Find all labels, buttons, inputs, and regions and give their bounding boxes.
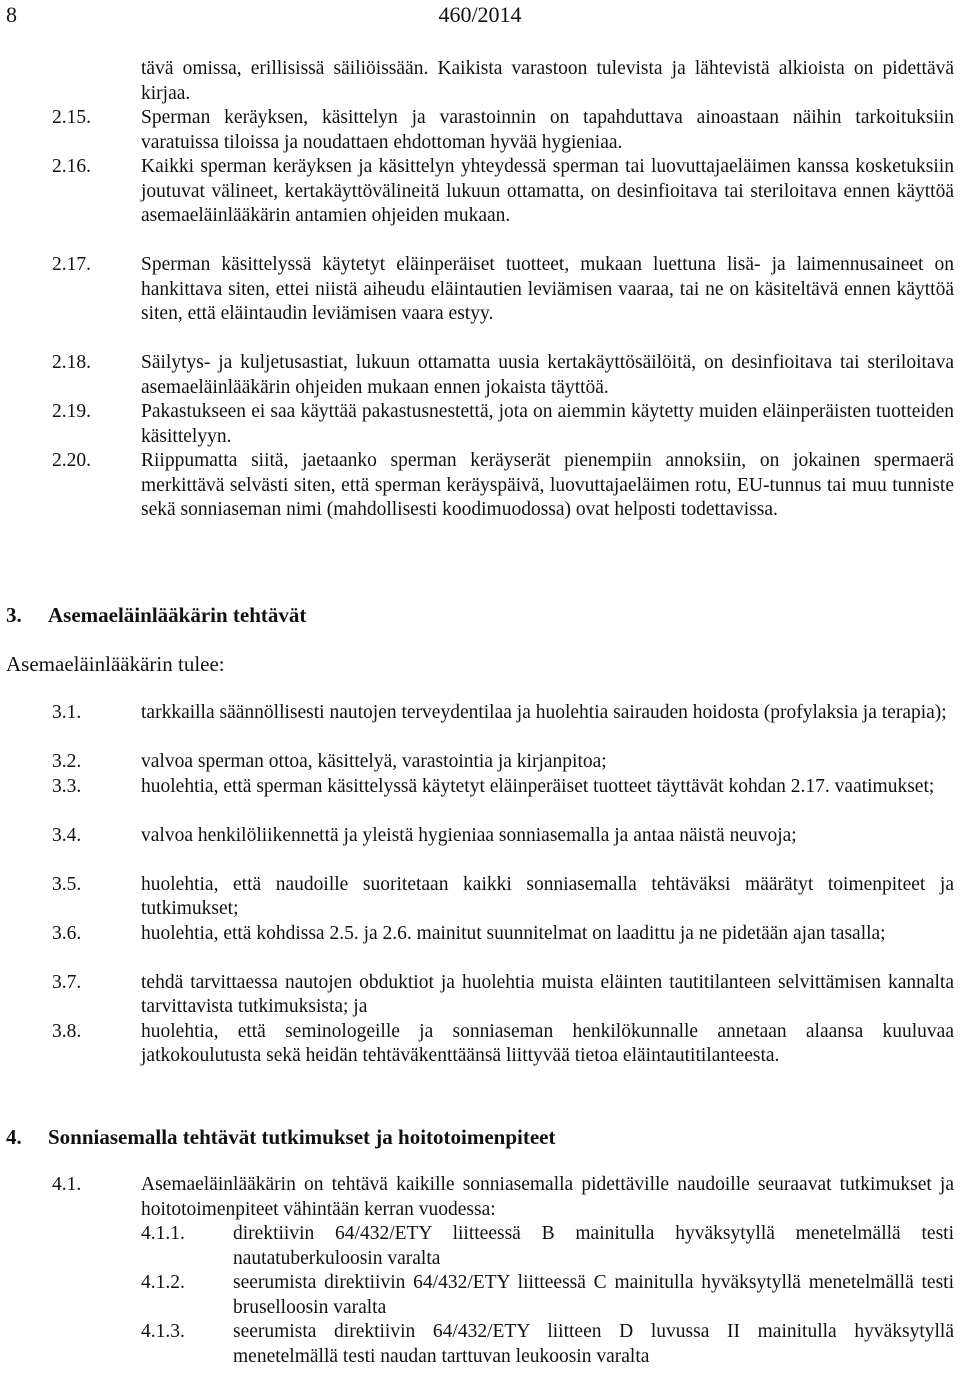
sub-list-item-number: 4.1.1. — [141, 1223, 185, 1244]
list-item — [0, 1173, 960, 1222]
sub-list-item — [0, 1271, 960, 1320]
list-item-text: Sperman käsittelyssä käytetyt eläinperäiset tuotteet, mukaan luettuna lisä- ja laimennusaineet on hankittava siten, ettei niistä aiheudu eläintautien leviämisen vaaraa, tai ne on käsiteltävä ennen käyttöä siten, että eläintaudin leviämisen vaara estyy. — [141, 254, 954, 324]
list-item-text: Säilytys- ja kuljetusastiat, lukuun ottamatta uusia kertakäyttösäilöitä, on desinfioitava tai steriloitava asemaeläinlääkärin ohjeiden mukaan ennen jokaista täyttöä. — [141, 352, 954, 398]
page-header — [0, 0, 960, 30]
document-number: 460/2014 — [438, 2, 522, 27]
section-title: Sonniasemalla tehtävät tutkimukset ja hoitotoimenpiteet — [48, 1125, 556, 1149]
sub-list-item-text: seerumista direktiivin 64/432/ETY liitteen D luvussa II mainitulla hyväksytyllä menetelmällä testi naudan tarttuvan leukoosin varalta — [233, 1321, 954, 1367]
list-item-text: tehdä tarvittaessa nautojen obduktiot ja huolehtia muista eläinten tautitilanteen selvittämisen kannalta tarvittavista tutkimuksista; ja — [141, 971, 954, 1017]
section-2-items — [0, 57, 960, 547]
sub-list-item — [0, 1320, 960, 1369]
list-item-text: Asemaeläinlääkärin on tehtävä kaikille sonniasemalla pidettäville naudoille seuraavat tutkimukset ja hoitotoimenpiteet vähintään kerran vuodessa: — [141, 1174, 954, 1220]
list-item-text: valvoa sperman ottoa, käsittelyä, varastointia ja kirjanpitoa; — [141, 751, 607, 772]
list-item-text: huolehtia, että seminologeille ja sonniaseman henkilökunnalle annetaan alaansa kuuluvaa jatkokoulutusta sekä heidän tehtäväkenttäänsä liittyvää tietoa eläintautitilanteesta. — [141, 1020, 954, 1066]
section-3-heading — [6, 602, 906, 628]
list-item-text: Sperman keräyksen, käsittelyn ja varastoinnin on tapahduttava ainoastaan näihin tarkoituksiin varatuissa tiloissa ja noudattaen ehdottoman hyvää hygieniaa. — [141, 107, 954, 153]
list-item — [0, 351, 960, 400]
list-item-number: 3.2. — [52, 751, 82, 772]
list-item — [0, 750, 960, 775]
list-item-text: valvoa henkilöliikennettä ja yleistä hygieniaa sonniasemalla ja antaa näistä neuvoja; — [141, 824, 797, 846]
list-item-number: 3.4. — [52, 824, 82, 846]
list-item — [0, 253, 960, 351]
list-item-number: 2.16. — [52, 156, 91, 177]
list-item-text: huolehtia, että kohdissa 2.5. ja 2.6. mainitut suunnitelmat on laadittu ja ne pidetään ajan tasalla; — [141, 922, 886, 944]
list-item — [0, 155, 960, 253]
list-item-number: 3.6. — [52, 922, 82, 944]
list-item-text: Pakastukseen ei saa käyttää pakastusnestettä, jota on aiemmin käytetty muiden eläinperäisten tuotteiden käsittelyyn. — [141, 401, 954, 447]
list-item — [0, 701, 960, 750]
sub-list-item-text: direktiivin 64/432/ETY liitteessä B mainitulla hyväksytyllä menetelmällä testi nautatuberkuloosin varalta — [233, 1223, 954, 1269]
list-item-number: 2.18. — [52, 352, 91, 373]
list-item — [0, 873, 960, 922]
list-item — [0, 106, 960, 155]
section-4-items — [0, 1173, 960, 1369]
list-item — [0, 971, 960, 1020]
sub-list-item-number: 4.1.3. — [141, 1321, 185, 1342]
list-item-number: 4.1. — [52, 1174, 82, 1195]
section-3-intro: Asemaeläinlääkärin tulee: — [6, 652, 225, 676]
section-number: 4. — [6, 1125, 22, 1149]
list-item-number: 3.5. — [52, 873, 82, 895]
list-item-text: tarkkailla säännöllisesti nautojen terveydentilaa ja huolehtia sairauden hoidosta (profylaksia ja terapia); — [141, 702, 947, 723]
page-number: 8 — [6, 2, 17, 27]
list-item — [0, 449, 960, 547]
list-item-text: Kaikki sperman keräyksen ja käsittelyn yhteydessä sperman tai luovuttajaeläimen kanssa kosketuksiin joutuvat välineet, kertakäyttövälineitä lukuun ottamatta, on desinfioitava tai steriloitava ennen käyttöä asemaeläinlääkärin antamien ohjeiden mukaan. — [141, 156, 954, 226]
section-3-items — [0, 701, 960, 1093]
list-item-number: 2.19. — [52, 401, 91, 422]
list-item-number: 2.15. — [52, 107, 91, 128]
list-item — [0, 400, 960, 449]
section-4-heading — [6, 1124, 906, 1150]
list-item-number: 3.3. — [52, 775, 82, 797]
list-item — [0, 775, 960, 824]
list-item-number: 2.17. — [52, 254, 91, 275]
section-title: Asemaeläinlääkärin tehtävät — [48, 603, 307, 627]
sub-list-item — [0, 1222, 960, 1271]
list-item-number: 3.7. — [52, 971, 82, 993]
list-item — [0, 57, 960, 106]
list-item-number: 3.1. — [52, 702, 82, 723]
list-item-text: huolehtia, että naudoille suoritetaan kaikki sonniasemalla tehtäväksi määrätyt toimenpiteet ja tutkimukset; — [141, 873, 954, 919]
list-item-text: Riippumatta siitä, jaetaanko sperman keräyserät pienempiin annoksiin, on jokainen spermaerä merkittävä selvästi siten, että sperman keräyspäivä, luovuttajaeläimen rotu, EU-tunnus tai muu tunniste sekä sonniaseman nimi (mahdollisesti koodimuodossa) ovat helposti todettavissa. — [141, 450, 954, 520]
section-number: 3. — [6, 603, 22, 627]
sub-list-item-number: 4.1.2. — [141, 1272, 185, 1293]
list-item — [0, 1020, 960, 1094]
list-item — [0, 824, 960, 873]
sub-list-item-text: seerumista direktiivin 64/432/ETY liitteessä C mainitulla hyväksytyllä menetelmällä testi bruselloosin varalta — [233, 1272, 954, 1318]
list-item-text: huolehtia, että sperman käsittelyssä käytetyt eläinperäiset tuotteet täyttävät kohdan 2.17. vaatimukset; — [141, 775, 935, 797]
list-item — [0, 922, 960, 971]
list-item-text: tävä omissa, erillisissä säiliöissään. Kaikista varastoon tulevista ja lähtevistä alkioista on pidettävä kirjaa. — [141, 58, 954, 104]
list-item-number: 2.20. — [52, 450, 91, 471]
list-item-number: 3.8. — [52, 1020, 82, 1042]
